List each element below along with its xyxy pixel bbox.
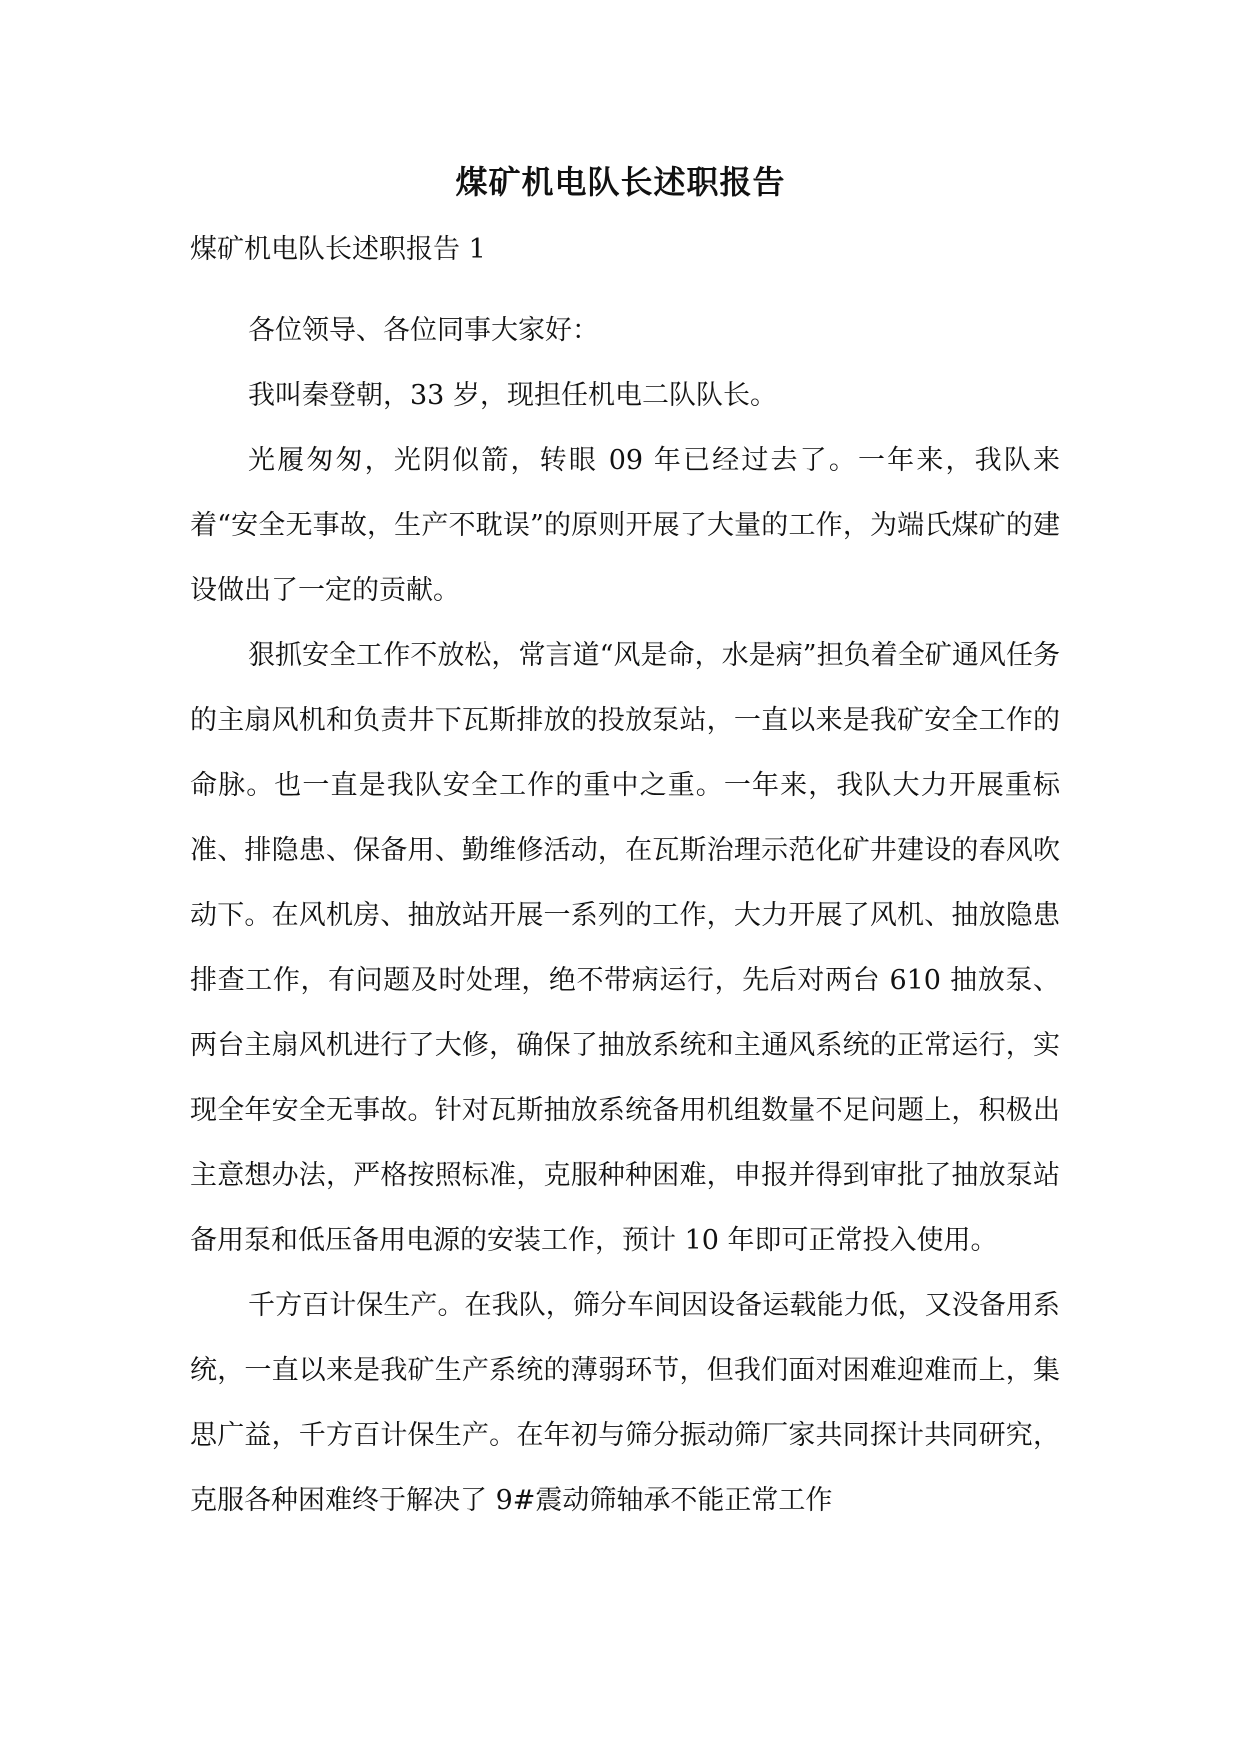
paragraph-year-summary: 光履匆匆，光阴似箭，转眼 09 年已经过去了。一年来，我队来着“安全无事故，生产不耽误”的原则开展了大量的工作，为端氏煤矿的建设做出了一定的贡献。 [190, 445, 1060, 606]
paragraph-greeting: 各位领导、各位同事大家好： [248, 315, 599, 346]
document-subtitle: 煤矿机电队长述职报告 1 [190, 234, 486, 265]
paragraph-production: 千方百计保生产。在我队，筛分车间因设备运载能力低，又没备用系统，一直以来是我矿生产系统的薄弱环节，但我们面对困难迎难而上，集思广益，千方百计保生产。在年初与筛分振动筛厂家共同探计共同研究，克服各种困难终于解决了 9#震动筛轴承不能正常工作 [190, 1290, 1060, 1516]
paragraph-introduction: 我叫秦登朝，33 岁，现担任机电二队队长。 [248, 380, 777, 411]
document-body [190, 298, 1060, 1533]
paragraph-safety-work: 狠抓安全工作不放松，常言道“风是命，水是病”担负着全矿通风任务的主扇风机和负责井下瓦斯排放的投放泵站，一直以来是我矿安全工作的命脉。也一直是我队安全工作的重中之重。一年来，我队大力开展重标准、排隐患、保备用、勤维修活动，在瓦斯治理示范化矿井建设的春风吹动下。在风机房、抽放站开展一系列的工作，大力开展了风机、抽放隐患排查工作，有问题及时处理，绝不带病运行，先后对两台 610 抽放泵、两台主扇风机进行了大修，确保了抽放系统和主通风系统的正常运行，实现全年安全无事故。针对瓦斯抽放系统备用机组数量不足问题上，积极出主意想办法，严格按照标准，克服种种困难，申报并得到审批了抽放泵站备用泵和低压备用电源的安装工作，预计 10 年即可正常投入使用。 [190, 640, 1060, 1256]
document-title: 煤矿机电队长述职报告 [455, 163, 786, 201]
